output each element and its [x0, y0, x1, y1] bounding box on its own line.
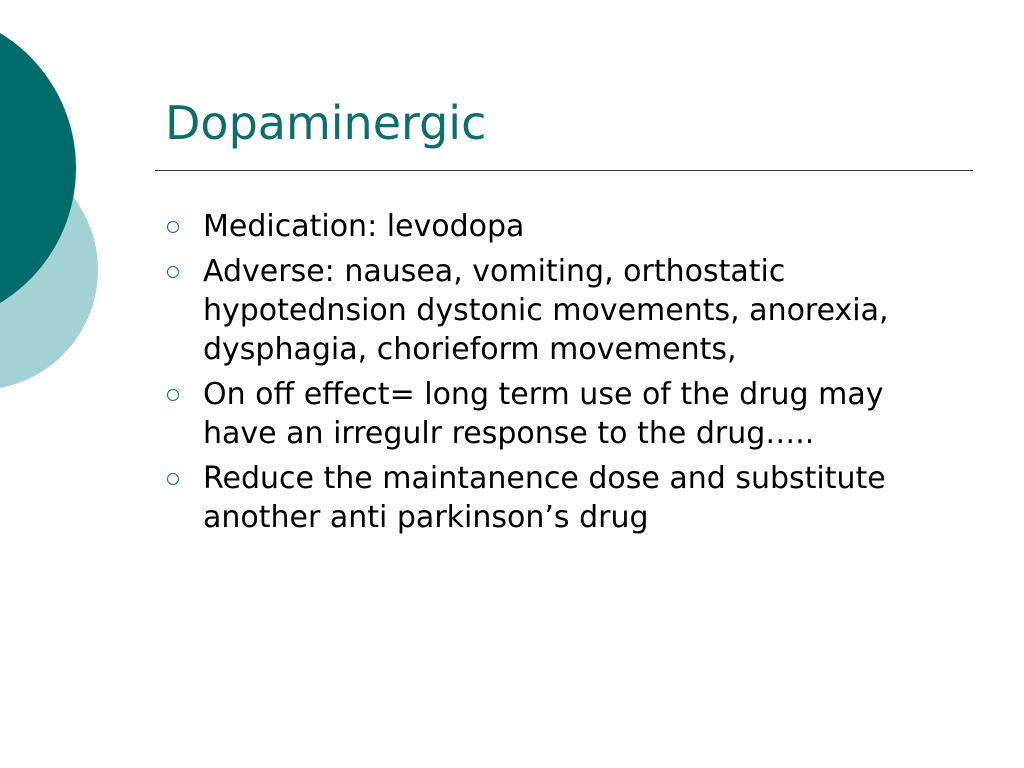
slide-title: Dopaminergic: [165, 96, 487, 150]
bullet-item: [165, 459, 935, 537]
hollow-circle-bullet-icon: [167, 266, 179, 278]
hollow-circle-bullet-icon: [167, 221, 179, 233]
title-divider: [155, 170, 973, 171]
bullet-text: Adverse: nausea, vomiting, orthostatic hypotednsion dystonic movements, anorexia, dysphagia, chorieform movements,: [203, 254, 889, 367]
bullet-text: On off effect= long term use of the drug may have an irregulr response to the drug…..: [203, 377, 884, 451]
hollow-circle-bullet-icon: [167, 473, 179, 485]
bullet-item: [165, 375, 935, 453]
bullet-text: Medication: levodopa: [203, 209, 525, 244]
bullet-list: [165, 207, 935, 543]
bullet-item: [165, 252, 935, 369]
hollow-circle-bullet-icon: [167, 389, 179, 401]
bullet-text: Reduce the maintanence dose and substitute another anti parkinson’s drug: [203, 461, 886, 535]
bullet-item: [165, 207, 935, 246]
